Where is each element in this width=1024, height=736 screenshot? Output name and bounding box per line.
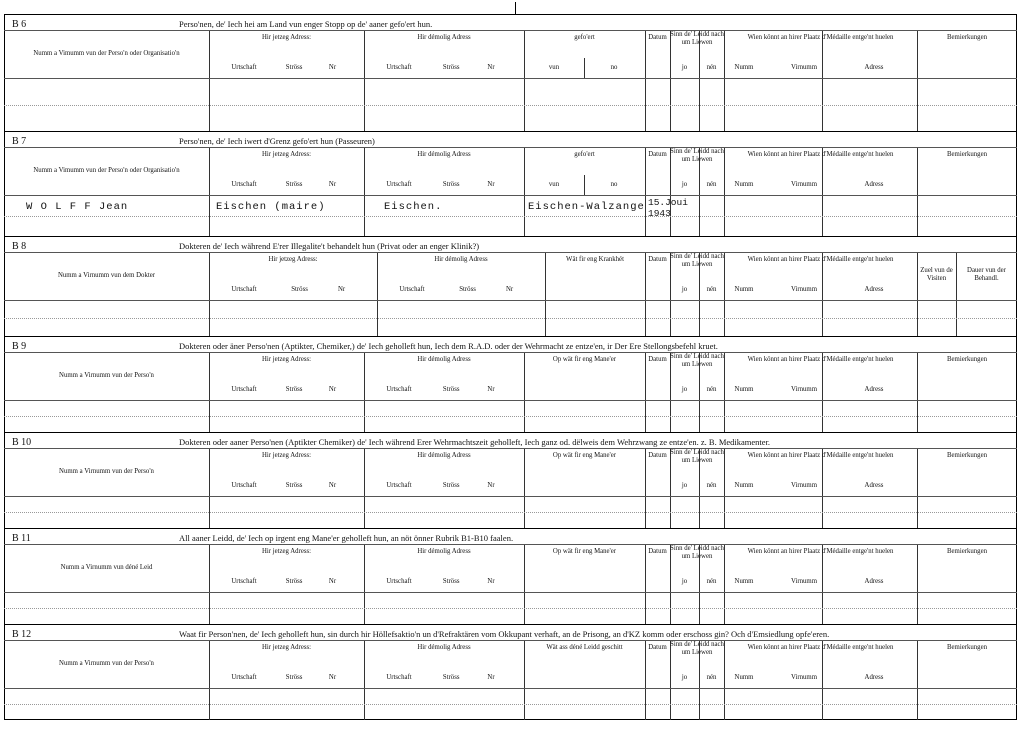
sub-nr: Nr: [487, 181, 495, 188]
entry-line: [4, 416, 1017, 417]
sub-ortschaft: Urtschaft: [231, 578, 257, 585]
header-bottom-rule: [4, 300, 1017, 301]
col-name-header: Numm a Virnumm vun der Perso'n: [59, 660, 154, 667]
col-3-header: gefo'ert: [574, 151, 595, 158]
sub-nr: Nr: [506, 286, 514, 293]
column-rule: [209, 30, 210, 131]
sub-ortschaft: Urtschaft: [231, 482, 257, 489]
sub-nr: Nr: [487, 386, 495, 393]
section-b9: [4, 336, 1017, 432]
sub-adress: Adress: [864, 674, 884, 681]
column-rule: [209, 352, 210, 432]
column-rule: [917, 30, 918, 131]
column-rule: [364, 640, 365, 720]
sub-ortschaft: Urtschaft: [386, 482, 412, 489]
sub-virnumm: Virnumm: [790, 674, 818, 681]
col-name-header: Numm a Virnumm vun der Perso'n: [59, 372, 154, 379]
column-rule: [364, 448, 365, 528]
top-tick-mark: [515, 2, 516, 14]
col-alive-header: Sinn de' Leidd nach um Liewen: [670, 253, 724, 268]
sub-nr: Nr: [328, 64, 337, 71]
col-current-address-header: Hir jetzeg Adress:: [261, 548, 312, 555]
col-remarks-header: Bemierkungen: [946, 452, 987, 459]
sub-stross: Ströss: [285, 64, 303, 71]
sub-stross: Ströss: [442, 181, 460, 188]
sub-virnumm: Virnumm: [790, 386, 818, 393]
col-medal-header: Wien könnt an hirer Plaatz d'Médaille entge'nt huelen: [747, 356, 894, 363]
sub-jo: jo: [681, 286, 688, 293]
section-b8: [4, 236, 1017, 336]
sub-nen: nén: [706, 482, 717, 489]
entry-former-address[interactable]: Eischen.: [384, 201, 443, 213]
col-former-address-header: Hir démolig Adress: [434, 256, 488, 263]
sub-adress: Adress: [864, 482, 884, 489]
col-former-address-header: Hir démolig Adress: [417, 452, 471, 459]
sub-ortschaft: Urtschaft: [231, 674, 257, 681]
sub-adress: Adress: [864, 181, 884, 188]
sub-stross: Ströss: [285, 578, 303, 585]
sub-virnumm: Virnumm: [790, 64, 818, 71]
section-code: B 10: [12, 437, 32, 448]
col-medal-header: Wien könnt an hirer Plaatz d'Médaille entge'nt huelen: [747, 548, 894, 555]
col-remarks-header: Bemierkungen: [946, 151, 987, 158]
section-b10: [4, 432, 1017, 528]
sub-ortschaft: Urtschaft: [386, 674, 412, 681]
column-rule: [209, 147, 210, 236]
sub-ortschaft: Urtschaft: [386, 578, 412, 585]
col-alive-header: Sinn de' Leidd nach um Liewen: [670, 31, 724, 46]
section-separator: [4, 236, 1017, 237]
sub-ortschaft: Urtschaft: [231, 386, 257, 393]
sub-stross: Ströss: [285, 181, 303, 188]
sub-stross: Ströss: [442, 482, 460, 489]
section-title: Perso'nen, de' Iech hei am Land vun enger Stopp op de' aaner gefo'ert hun.: [179, 19, 433, 29]
col-former-address-header: Hir démolig Adress: [417, 644, 471, 651]
column-rule: [724, 30, 725, 131]
column-rule: [645, 30, 646, 131]
sub-virnumm: Virnumm: [790, 482, 818, 489]
col-medal-header: Wien könnt an hirer Plaatz d'Médaille entge'nt huelen: [747, 452, 894, 459]
sub-stross: Ströss: [459, 286, 476, 293]
header-bottom-rule: [4, 195, 1017, 196]
sub-ortschaft: Urtschaft: [386, 181, 412, 188]
col-remarks-header: Bemierkungen: [946, 548, 987, 555]
col-name-header: Numm a Virnumm vun der Perso'n: [59, 468, 154, 475]
column-rule: [377, 252, 378, 336]
section-separator: [4, 336, 1017, 337]
column-rule: [917, 352, 918, 432]
sub-nen: nén: [706, 64, 717, 71]
section-title: Dokteren de' Iech während E'rer Illegalite't behandelt hun (Privat oder an enger Klinik?): [179, 241, 480, 251]
section-title: Perso'nen, de' Iech iwert d'Grenz gefo'ert hun (Passeuren): [179, 136, 375, 146]
col-current-address-header: Hir jetzeg Adress:: [261, 34, 312, 41]
entry-current-address[interactable]: Eischen (maire): [216, 201, 326, 213]
section-title: Dokteren oder äner Perso'nen (Aptikter, Chemiker,) de' Iech geholleft hun, Iech dem R.A.D. oder der Wehrmacht ze entze'en, ir Der Ere Stellongsbefehl kruet.: [179, 341, 718, 351]
sub-numm: Numm: [734, 64, 754, 71]
col-current-address-header: Hir jetzeg Adress:: [261, 452, 312, 459]
column-rule: [364, 30, 365, 131]
sub-jo: jo: [681, 674, 688, 681]
sub-nen: nén: [706, 578, 717, 585]
sub-no: no: [610, 64, 618, 71]
column-rule: [209, 448, 210, 528]
entry-line: [4, 608, 1017, 609]
sub-nr: Nr: [338, 286, 346, 293]
col-3-header: Wät fir eng Krankhét: [566, 256, 624, 263]
column-rule: [917, 448, 918, 528]
sub-virnumm: Virnumm: [790, 181, 818, 188]
sub-rule: [584, 175, 585, 195]
column-rule: [724, 252, 725, 336]
col-alive-header: Sinn de' Leidd nach um Liewen: [670, 353, 724, 368]
sub-stross: Ströss: [285, 674, 303, 681]
sub-jo: jo: [681, 181, 688, 188]
column-rule: [209, 544, 210, 624]
sub-jo: jo: [681, 64, 688, 71]
sub-numm: Numm: [734, 386, 754, 393]
sub-rule: [584, 58, 585, 78]
sub-adress: Adress: [864, 578, 884, 585]
sub-numm: Numm: [734, 181, 754, 188]
col-datum-header: Datum: [648, 151, 667, 158]
col-medal-header: Wien könnt an hirer Plaatz d'Médaille entge'nt huelen: [747, 256, 894, 263]
sub-stross: Ströss: [442, 674, 460, 681]
section-separator: [4, 528, 1017, 529]
col-3-header: Wät ass déné Leidd geschitt: [546, 644, 623, 651]
header-rule: [4, 30, 1017, 31]
column-rule: [524, 352, 525, 432]
sub-nr: Nr: [328, 181, 337, 188]
sub-nen: nén: [706, 674, 717, 681]
entry-line: [4, 216, 1017, 217]
column-rule: [645, 147, 646, 236]
section-b12: [4, 624, 1017, 720]
col-datum-header: Datum: [648, 452, 667, 459]
section-b7: [4, 131, 1017, 236]
col-current-address-header: Hir jetzeg Adress:: [261, 644, 312, 651]
column-rule: [917, 147, 918, 236]
sub-adress: Adress: [864, 386, 884, 393]
sub-jo: jo: [681, 482, 688, 489]
section-b11: [4, 528, 1017, 624]
sub-nr: Nr: [487, 64, 495, 71]
sub-stross: Ströss: [442, 64, 460, 71]
column-rule: [917, 252, 918, 336]
section-code: B 7: [12, 136, 27, 147]
column-rule: [645, 352, 646, 432]
header-rule: [4, 448, 1017, 449]
sub-nen: nén: [706, 386, 717, 393]
section-title: All aaner Leidd, de' Iech op irgent eng Mane'er geholleft hun, an nöt önner Rubrik B1-B10 faalen.: [179, 533, 514, 543]
column-rule: [364, 352, 365, 432]
header-bottom-rule: [4, 400, 1017, 401]
header-bottom-rule: [4, 592, 1017, 593]
column-rule: [645, 544, 646, 624]
column-rule: [209, 252, 210, 336]
sub-nr: Nr: [328, 578, 337, 585]
sub-ortschaft: Urtschaft: [399, 286, 425, 293]
section-separator: [4, 624, 1017, 625]
section-code: B 11: [12, 533, 31, 544]
col-alive-header: Sinn de' Leidd nach um Liewen: [670, 641, 724, 656]
sub-stross: Ströss: [442, 386, 460, 393]
col-name-header: Numm a Virnumm vun dem Dokter: [57, 272, 156, 279]
col-former-address-header: Hir démolig Adress: [417, 151, 471, 158]
sub-jo: jo: [681, 386, 688, 393]
sub-nr: Nr: [487, 482, 495, 489]
col-datum-header: Datum: [648, 256, 667, 263]
col-datum-header: Datum: [648, 644, 667, 651]
header-rule: [4, 544, 1017, 545]
column-rule: [209, 640, 210, 720]
col-remarks-header: Bemierkungen: [946, 644, 987, 651]
sub-nr: Nr: [328, 674, 337, 681]
col-datum-header: Datum: [648, 34, 667, 41]
section-code: B 9: [12, 341, 27, 352]
sub-adress: Adress: [864, 64, 884, 71]
col-duration-header: Dauer vun der Behandl.: [967, 267, 1006, 282]
col-alive-header: Sinn de' Leidd nach um Liewen: [670, 148, 724, 163]
sub-stross: Ströss: [285, 386, 303, 393]
column-rule: [524, 30, 525, 131]
col-medal-header: Wien könnt an hirer Plaatz d'Médaille entge'nt huelen: [747, 151, 894, 158]
col-datum-header: Datum: [648, 356, 667, 363]
column-rule: [524, 640, 525, 720]
sub-numm: Numm: [734, 286, 754, 293]
col-former-address-header: Hir démolig Adress: [417, 356, 471, 363]
col-name-header: Numm a Virnumm vun déné Leid: [60, 564, 153, 571]
col-visits-header: Zuel vun de Visiten: [920, 267, 953, 282]
section-code: B 8: [12, 241, 27, 252]
column-rule: [822, 252, 823, 336]
col-3-header: Op wät fir eng Mane'er: [552, 452, 617, 459]
sub-nen: nén: [706, 181, 717, 188]
sub-nr: Nr: [328, 386, 337, 393]
column-rule: [524, 448, 525, 528]
sub-adress: Adress: [864, 286, 884, 293]
column-rule: [364, 147, 365, 236]
header-rule: [4, 640, 1017, 641]
sub-jo: jo: [681, 578, 688, 585]
sub-ortschaft: Urtschaft: [231, 64, 257, 71]
column-rule: [724, 147, 725, 236]
section-separator: [4, 432, 1017, 433]
column-rule: [645, 640, 646, 720]
entry-date-day[interactable]: 15.Joui: [648, 197, 688, 208]
column-rule: [917, 640, 918, 720]
sub-nr: Nr: [487, 578, 495, 585]
column-rule: [645, 448, 646, 528]
col-alive-header: Sinn de' Leidd nach um Liewen: [670, 545, 724, 560]
sub-ortschaft: Urtschaft: [231, 181, 257, 188]
header-bottom-rule: [4, 496, 1017, 497]
header-bottom-rule: [4, 688, 1017, 689]
column-rule: [524, 147, 525, 236]
column-rule: [822, 30, 823, 131]
entry-line: [4, 704, 1017, 705]
col-current-address-header: Hir jetzeg Adress:: [261, 151, 312, 158]
col-name-header: Numm a Vimumm vun der Perso'n oder Organisatio'n: [33, 50, 180, 57]
section-code: B 12: [12, 629, 32, 640]
column-rule: [524, 544, 525, 624]
col-former-address-header: Hir démolig Adress: [417, 548, 471, 555]
col-current-address-header: Hir jetzeg Adress:: [261, 356, 312, 363]
col-name-header: Numm a Vimumm vun der Perso'n oder Organisatio'n: [33, 167, 180, 174]
col-3-header: Op wät fir eng Mane'er: [552, 356, 617, 363]
sub-numm: Numm: [734, 674, 754, 681]
col-alive-header: Sinn de' Leidd nach um Liewen: [670, 449, 724, 464]
col-remarks-header: Bemierkungen: [946, 34, 987, 41]
col-medal-header: Wien könnt an hirer Plaatz d'Médaille entge'nt huelen: [747, 644, 894, 651]
sub-ortschaft: Urtschaft: [386, 386, 412, 393]
sub-ortschaft: Urtschaft: [386, 64, 412, 71]
section-code: B 6: [12, 19, 27, 30]
section-b6: [4, 14, 1017, 131]
column-rule: [917, 544, 918, 624]
sub-virnumm: Virnumm: [790, 578, 818, 585]
sub-ortschaft: Urtschaft: [231, 286, 257, 293]
col-former-address-header: Hir démolig Adress: [417, 34, 471, 41]
column-rule: [645, 252, 646, 336]
sub-stross: Ströss: [442, 578, 460, 585]
entry-date-year[interactable]: 1943: [648, 208, 671, 219]
entry-line: [4, 105, 1017, 106]
section-title: Waat fir Person'nen, de' Iech geholleft hun, sin durch hir Höllefsaktio'n un d'Refraktären vom Okkupant verhaft, an de Prisong, an d'KZ komm oder erschoss gin? Och d'Emsiedlung opfe'eren.: [179, 629, 830, 639]
sub-stross: Ströss: [285, 482, 303, 489]
entry-name[interactable]: W O L F F Jean: [26, 201, 129, 213]
sub-vun: vun: [548, 181, 560, 188]
header-rule: [4, 352, 1017, 353]
col-current-address-header: Hir jetzeg Adress:: [268, 256, 318, 263]
col-remarks-header: Bemierkungen: [946, 356, 987, 363]
section-separator: [4, 131, 1017, 132]
sub-vun: vun: [548, 64, 560, 71]
column-rule: [822, 147, 823, 236]
sub-numm: Numm: [734, 578, 754, 585]
header-rule: [4, 252, 1017, 253]
header-bottom-rule: [4, 78, 1017, 79]
sub-numm: Numm: [734, 482, 754, 489]
col-medal-header: Wien könnt an hirer Plaatz d'Médaille entge'nt huelen: [747, 34, 894, 41]
sub-no: no: [610, 181, 618, 188]
sub-stross: Ströss: [291, 286, 308, 293]
col-datum-header: Datum: [648, 548, 667, 555]
entry-line: [4, 512, 1017, 513]
sub-nr: Nr: [328, 482, 337, 489]
sub-nen: nén: [706, 286, 717, 293]
col-3-header: Op wät fir eng Mane'er: [552, 548, 617, 555]
entry-line: [4, 318, 1017, 319]
sub-virnumm: Virnumm: [790, 286, 818, 293]
column-rule: [956, 252, 957, 336]
header-rule: [4, 147, 1017, 148]
entry-route[interactable]: Eischen-Walzange: [528, 201, 645, 213]
column-rule: [364, 544, 365, 624]
col-3-header: gefo'ert: [574, 34, 595, 41]
section-title: Dokteren oder aaner Perso'nen (Aptikter Chemiker) de' Iech während Erer Wehrmachtszeit geholleft, Iech ganz od. dëlweis dem Wehrzwang ze entze'en. z. B. Medikamenter.: [179, 437, 771, 447]
sub-nr: Nr: [487, 674, 495, 681]
column-rule: [545, 252, 546, 336]
